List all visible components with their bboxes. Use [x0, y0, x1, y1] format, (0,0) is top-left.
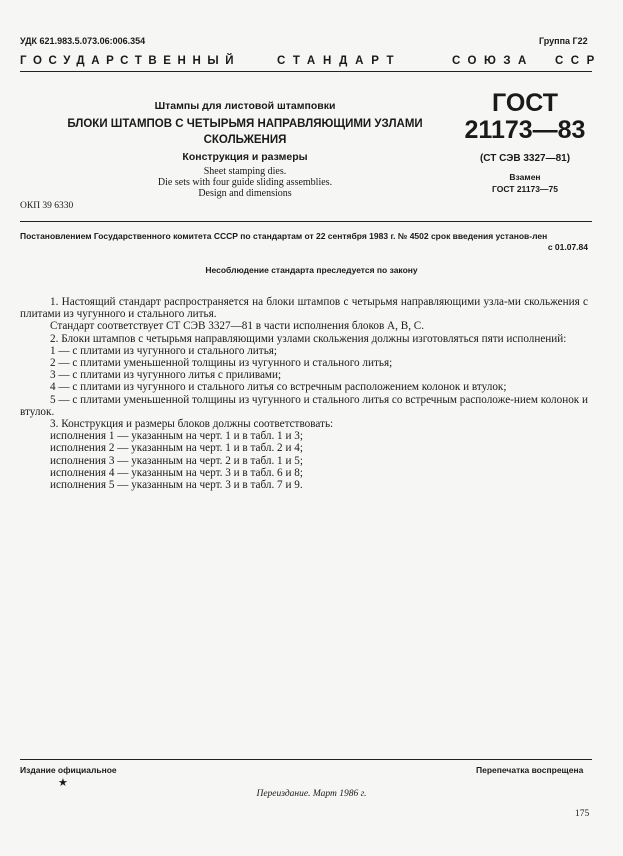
banner-word: СОЮЗА	[452, 55, 534, 67]
execution-item: 2 — с плитами уменьшенной толщины из чугунного и стального литья;	[50, 357, 393, 370]
design-reference: исполнения 3 — указанным на черт. 2 и в табл. 1 и 5;	[50, 454, 303, 467]
official-edition: Издание официальное	[20, 765, 117, 775]
effective-date: с 01.07.84	[547, 242, 588, 252]
execution-item: 4 — с плитами из чугунного и стального литья со встречным расположением колонок и втулок;	[50, 381, 507, 394]
title-main-line: БЛОКИ ШТАМПОВ С ЧЕТЫРЬМЯ НАПРАВЛЯЮЩИМИ УЗЛАМИ	[67, 118, 423, 130]
replaces-label: Взамен	[509, 172, 541, 182]
udk-code: УДК 621.983.5.073.06:006.354	[20, 36, 146, 46]
title-english-line: Design and dimensions	[198, 188, 292, 199]
execution-item: 5 — с плитами уменьшенной толщины из чугунного и стального литья со встречным расположе-нием колонок и втулок.	[20, 393, 589, 418]
title-main-line: СКОЛЬЖЕНИЯ	[203, 134, 287, 146]
paragraph-scope: 1. Настоящий стандарт распространяется на блоки штампов с четырьмя направляющими узла-ми скольжения с плитами из чугунного и стального литья.	[20, 296, 588, 321]
page-number: 175	[575, 809, 590, 819]
okp-code: ОКП 39 6330	[20, 201, 74, 211]
paragraph-executions: 2. Блоки штампов с четырьмя направляющими узлами скольжения должны изготовляться пяти исполнений:	[50, 332, 567, 345]
title-english-line: Die sets with four guide sliding assemblies.	[157, 177, 333, 188]
header-rule	[20, 71, 592, 72]
banner-word: ССР	[555, 55, 602, 67]
banner-word: ГОСУДАРСТВЕННЫЙ	[20, 55, 241, 67]
title-category: Штампы для листовой штамповки	[154, 100, 336, 112]
standard-body	[20, 296, 588, 491]
banner-word: СТАНДАРТ	[277, 55, 402, 67]
replaces-standard: ГОСТ 21173—75	[492, 184, 558, 194]
okp-rule	[20, 221, 592, 222]
reprint-note: Переиздание. Март 1986 г.	[256, 789, 367, 799]
sev-reference: (СТ СЭВ 3327—81)	[479, 153, 571, 164]
gost-number: 21173—83	[464, 116, 586, 144]
execution-item: 3 — с плитами из чугунного литья с приливами;	[50, 369, 282, 382]
title-english	[90, 166, 400, 199]
gost-label: ГОСТ	[492, 89, 558, 117]
footer-rule	[20, 759, 592, 760]
law-notice: Несоблюдение стандарта преследуется по закону	[205, 265, 418, 275]
reprint-forbidden: Перепечатка воспрещена	[476, 765, 584, 775]
group-code: Группа Г22	[539, 36, 588, 46]
design-reference: исполнения 4 — указанным на черт. 3 и в табл. 6 и 8;	[50, 466, 303, 479]
design-reference: исполнения 1 — указанным на черт. 1 и в табл. 1 и 3;	[50, 430, 303, 443]
design-reference: исполнения 5 — указанным на черт. 3 и в табл. 7 и 9.	[50, 479, 303, 492]
title-subtitle: Конструкция и размеры	[182, 151, 308, 163]
paragraph-compliance: Стандарт соответствует СТ СЭВ 3327—81 в части исполнения блоков А, В, С.	[50, 320, 425, 333]
star-icon: ★	[58, 777, 68, 789]
paragraph-design: 3. Конструкция и размеры блоков должны соответствовать:	[50, 418, 334, 431]
title-main	[50, 116, 440, 148]
execution-item: 1 — с плитами из чугунного и стального литья;	[50, 344, 278, 357]
title-english-line: Sheet stamping dies.	[203, 166, 287, 177]
design-reference: исполнения 2 — указанным на черт. 1 и в табл. 2 и 4;	[50, 442, 303, 455]
decree-text: Постановлением Государственного комитета СССР по стандартам от 22 сентября 1983 г. № 4502 срок введения установ-лен	[20, 231, 548, 241]
